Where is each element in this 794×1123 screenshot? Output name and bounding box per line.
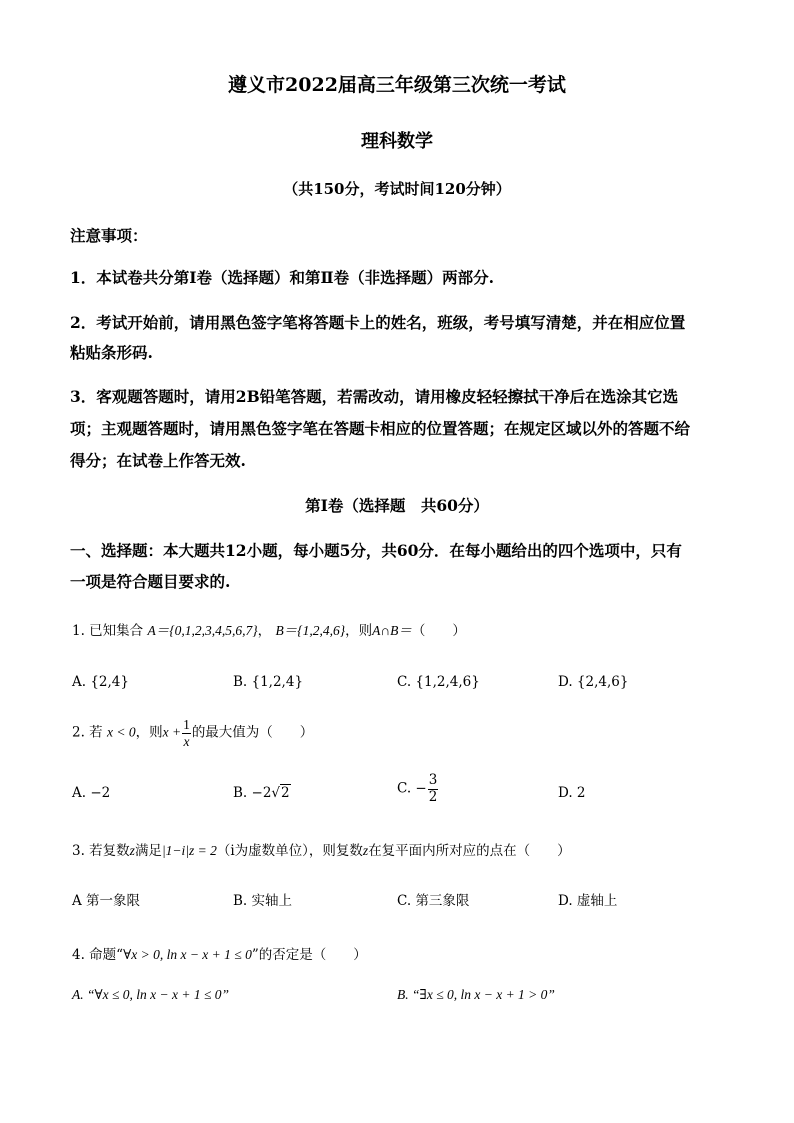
notice-item-3-line2: 项；主观题答题时，请用黑色签字笔在答题卡相应的位置答题；在规定区域以外的答题不给 bbox=[70, 419, 691, 438]
q2-prefix: 2. 若 bbox=[72, 724, 103, 741]
q4-option-b: B. “∃x ≤ 0, ln x − x + 1 > 0” bbox=[397, 987, 555, 1002]
q3-suffix: 在复平面内所对应的点在（ ） bbox=[368, 843, 571, 859]
q3-z-2: z bbox=[362, 843, 369, 858]
notice-item-3-line1: 3．客观题答题时，请用2B铅笔答题，若需改动，请用橡皮轻轻擦拭干净后在选涂其它选 bbox=[70, 387, 679, 406]
question-1 bbox=[72, 619, 466, 639]
q2-option-d: D. 2 bbox=[558, 785, 586, 801]
q3-mid: 满足 bbox=[134, 843, 162, 859]
question-4 bbox=[72, 943, 367, 963]
q3-option-c: C. 第三象限 bbox=[397, 893, 470, 909]
q1-sep: ， bbox=[257, 623, 272, 639]
part1-instruction-line1: 一、选择题：本大题共12小题，每小题5分，共60分．在每小题给出的四个选项中，只有 bbox=[70, 541, 682, 560]
q2-option-c-den: 2 bbox=[428, 788, 438, 805]
q1-option-c: C. {1,2,4,6} bbox=[397, 674, 480, 690]
q2-expr: x + bbox=[162, 724, 182, 740]
q4-suffix: ”的否定是（ ） bbox=[251, 947, 367, 963]
q2-option-b-root: 2 bbox=[281, 785, 290, 801]
q1-expr: A∩B＝ bbox=[372, 623, 412, 638]
exam-subject: 理科数学 bbox=[361, 131, 433, 152]
q3-option-d: D. 虚轴上 bbox=[558, 893, 618, 909]
question-2 bbox=[72, 718, 313, 748]
q4-option-a: A. “∀x ≤ 0, ln x − x + 1 ≤ 0” bbox=[72, 987, 230, 1002]
q2-option-b-prefix: B. −2 bbox=[233, 785, 272, 801]
q1-option-b: B. {1,2,4} bbox=[233, 674, 304, 690]
part1-heading: 第Ⅰ卷（选择题 共60分） bbox=[305, 496, 489, 515]
q2-option-a: A. −2 bbox=[72, 785, 111, 801]
part1-instruction-line2: 一项是符合题目要求的. bbox=[70, 572, 231, 591]
notice-item-3-line3: 得分；在试卷上作答无效. bbox=[70, 451, 246, 470]
q2-then: ，则 bbox=[135, 724, 163, 741]
q4-prefix: 4. 命题“ bbox=[72, 947, 124, 963]
question-3 bbox=[72, 839, 571, 859]
q1-option-a: A. {2,4} bbox=[72, 674, 129, 690]
q2-condition: x < 0 bbox=[106, 724, 136, 740]
q1-option-d: D. {2,4,6} bbox=[558, 674, 629, 690]
q2-fraction bbox=[182, 718, 191, 748]
q3-z: z bbox=[129, 843, 135, 858]
notice-item-2-line2: 粘贴条形码. bbox=[70, 343, 153, 362]
q2-option-c-fraction bbox=[428, 774, 439, 804]
q3-option-a: A 第一象限 bbox=[72, 893, 141, 909]
q3-option-b: B. 实轴上 bbox=[233, 893, 293, 909]
exam-title: 遵义市2022届高三年级第三次统一考试 bbox=[228, 74, 566, 96]
q1-then: ，则 bbox=[345, 623, 373, 639]
q2-suffix: 的最大值为（ ） bbox=[191, 724, 314, 741]
q2-fraction-den: x bbox=[183, 733, 190, 749]
q2-fraction-num: 1 bbox=[183, 717, 190, 732]
q2-option-c bbox=[397, 774, 439, 804]
q3-prefix: 3. 若复数 bbox=[72, 843, 130, 859]
time-note: （共150分，考试时间120分钟） bbox=[283, 180, 511, 198]
q2-option-c-num: 3 bbox=[428, 772, 438, 788]
q1-paren: （ ） bbox=[411, 623, 466, 639]
notice-item-1: 1．本试卷共分第Ⅰ卷（选择题）和第Ⅱ卷（非选择题）两部分. bbox=[70, 268, 494, 287]
q4-statement: ∀x > 0, ln x − x + 1 ≤ 0 bbox=[123, 947, 252, 962]
q1-prefix: 1. 已知集合 bbox=[72, 623, 144, 639]
q1-set-a: A＝{0,1,2,3,4,5,6,7} bbox=[147, 623, 258, 638]
q1-set-b: B＝{1,2,4,6} bbox=[275, 623, 346, 638]
notice-heading: 注意事项： bbox=[70, 226, 148, 245]
sqrt-sign-icon: √ bbox=[271, 785, 281, 801]
q3-equation: |1−i|z = 2 bbox=[161, 843, 217, 858]
q3-note: （i为虚数单位），则复数 bbox=[216, 843, 363, 859]
q2-option-c-prefix: C. − bbox=[397, 780, 427, 797]
notice-item-2-line1: 2．考试开始前，请用黑色签字笔将答题卡上的姓名，班级，考号填写清楚，并在相应位置 bbox=[70, 313, 686, 332]
q2-option-b bbox=[233, 785, 291, 801]
